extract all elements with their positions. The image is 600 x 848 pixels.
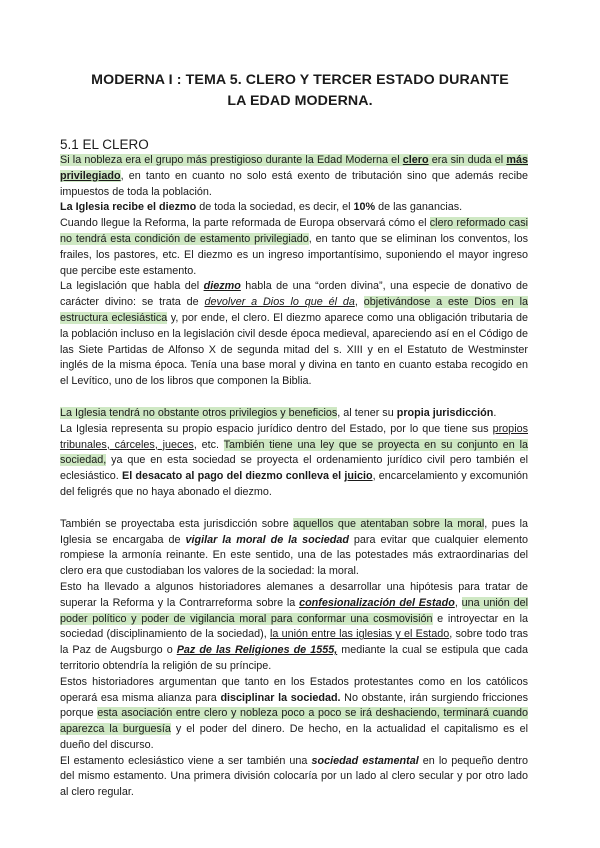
paragraph-1 — [60, 153, 528, 200]
p1-highlight-2: era sin duda el — [428, 154, 507, 166]
paragraph-6 — [60, 422, 528, 501]
p3-text-2: , en tanto que se eliminan los conventos, los frailes, los pastores, etc. El diezmo es un ingreso importantísimo, suponiendo el mayor ingreso que percibe este estamento. — [60, 232, 528, 277]
p3-text: Cuando llegue la Reforma, la parte reformada de Europa observará cómo el — [60, 217, 430, 230]
p5-highlight: La Iglesia tendrá no obstante otros privilegios y beneficios — [60, 406, 338, 419]
paragraph-2 — [60, 200, 528, 216]
p7-bold-italic: vigilar la moral de la sociedad — [185, 533, 349, 546]
p6-text-2: , etc. — [193, 438, 224, 451]
p10-text: El estamento eclesiástico viene a ser también una — [60, 754, 312, 767]
p8-text-3: e introyectar en la sociedad (disciplinamiento de la sociedad), — [60, 612, 528, 641]
p4-text-4: y, por ende, el clero. El diezmo aparece como una obligación tributaria de la población incluso en la legislación civil desde época medieval, apareciendo así en el Código de las Siete Partidas de Alfonso X de segunda mitad del s. XIII y en el Estatuto de Westminster inglés de la misma época. Tenía una base moral y divina en tanto en cuanto estaba recogido en el Levítico, uno de los libros que componen la Biblia. — [60, 311, 528, 388]
paragraph-10 — [60, 754, 528, 801]
p1-text: , en tanto en cuanto no solo está exento de tributación sino que además recibe impuestos de toda la población. — [60, 169, 528, 198]
p9-text: Estos historiadores argumentan que tanto en los Estados protestantes como en los católicos operará esa misma alianza para — [60, 675, 528, 704]
p9-bold: disciplinar la sociedad. — [220, 691, 341, 704]
paragraph-5 — [60, 406, 528, 422]
p1-highlight: Si la nobleza era el grupo más prestigioso durante la Edad Moderna el — [60, 154, 403, 166]
p8-paz-religiones: Paz de las Religiones de 1555, — [176, 644, 338, 657]
paragraph-7 — [60, 517, 528, 580]
spacer — [60, 501, 528, 517]
p7-text: También se proyectaba esta jurisdicción sobre — [60, 517, 294, 530]
p2-bold: La Iglesia recibe el diezmo — [60, 201, 197, 214]
p8-text-2: , — [454, 596, 462, 609]
p6-juicio: juicio — [344, 470, 373, 483]
p6-highlight: También tiene una ley que se proyecta en su conjunto en la sociedad, — [60, 438, 528, 467]
section-heading: 5.1 EL CLERO — [60, 137, 149, 152]
p8-confesionalizacion: confesionalización del Estado — [299, 596, 455, 609]
p3-highlight: clero reformado casi no tendrá esta condición de estamento privilegiado — [60, 217, 528, 245]
p9-highlight: esta asociación entre clero y nobleza poco a poco se irá deshaciendo, terminará cuando aparezca la burguesía — [60, 707, 529, 736]
p9-text-2: No obstante, irán surgiendo fricciones porque — [60, 691, 528, 720]
p9-text-3: y el poder del dinero. De hecho, en la actualidad el capitalismo es el dueño del discurso. — [60, 723, 528, 751]
p10-text-2: en lo pequeño dentro del mismo estamento. Una primera división colocaría por un lado al clero secular y por otro lado al clero regular. — [60, 754, 528, 799]
p4-highlight: objetivándose a este Dios en la estructura eclesiástica — [60, 296, 528, 324]
p8-text-4: , sobre todo tras la Paz de Augsburgo o — [60, 628, 528, 657]
p5-bold: propia jurisdicción — [396, 406, 494, 419]
p8-text-5: mediante la cual se estipula que cada territorio obtendría la religión de su príncipe. — [60, 644, 528, 672]
p7-text-2: , pues la Iglesia se encargaba de — [60, 517, 528, 546]
p8-underline: la unión entre las iglesias y el Estado — [270, 628, 450, 641]
p4-devolver: devolver a Dios lo que él da — [204, 296, 355, 309]
p6-text-4: , encarcelamiento y excomunión del feligrés que no haya abonado el diezmo. — [60, 470, 529, 498]
p5-text: , al tener su — [337, 406, 397, 419]
spacer — [60, 390, 528, 406]
p1-mas-privilegiado: más privilegiado — [60, 154, 528, 182]
p6-bold: El desacato al pago del diezmo conlleva el — [122, 470, 345, 483]
p10-bold-italic: sociedad estamental — [311, 754, 419, 767]
p6-text-3: ya que en esta sociedad se proyecta el ordenamiento jurídico civil pero también el eclesiástico. — [60, 454, 528, 483]
p4-text-3: , — [354, 296, 364, 309]
p7-text-3: para evitar que cualquier elemento rompiese la armonía reinante. En este sentido, una de las potestades más extraordinarias del clero era que custodiaban los valores de la sociedad: la moral. — [60, 533, 528, 578]
p4-text: La legislación que habla del — [60, 280, 204, 293]
p6-underline: propios tribunales, cárceles, jueces — [60, 422, 528, 451]
document-body — [60, 153, 528, 801]
page-title — [60, 70, 540, 112]
p6-text: La Iglesia representa su propio espacio jurídico dentro del Estado, por lo que tiene sus — [60, 422, 493, 435]
p5-text-2: . — [493, 406, 497, 419]
p8-highlight: una unión del poder político y poder de vigilancia moral para conformar una cosmovisión — [60, 596, 528, 625]
p4-diezmo: diezmo — [203, 280, 241, 293]
title-line-2: LA EDAD MODERNA. — [227, 93, 373, 109]
paragraph-9 — [60, 675, 528, 754]
title-line-1: MODERNA I : TEMA 5. CLERO Y TERCER ESTADO DURANTE — [91, 72, 509, 88]
paragraph-8 — [60, 580, 528, 675]
p8-text: Esto ha llevado a algunos historiadores alemanes a desarrollar una hipótesis para tratar de superar la Reforma y la Contrarreforma sobre la — [60, 580, 528, 609]
p2-percent: 10% — [353, 201, 376, 214]
p1-clero: clero — [402, 154, 429, 166]
p2-text-2: de las ganancias. — [375, 201, 463, 214]
p4-text-2: habla de una “orden divina”, una especie de donativo de carácter divino: se trata de — [60, 280, 529, 309]
p2-text: de toda la sociedad, es decir, el — [196, 201, 354, 214]
p7-highlight: aquellos que atentaban sobre la moral — [293, 517, 485, 530]
paragraph-3 — [60, 216, 528, 279]
paragraph-4 — [60, 279, 528, 390]
